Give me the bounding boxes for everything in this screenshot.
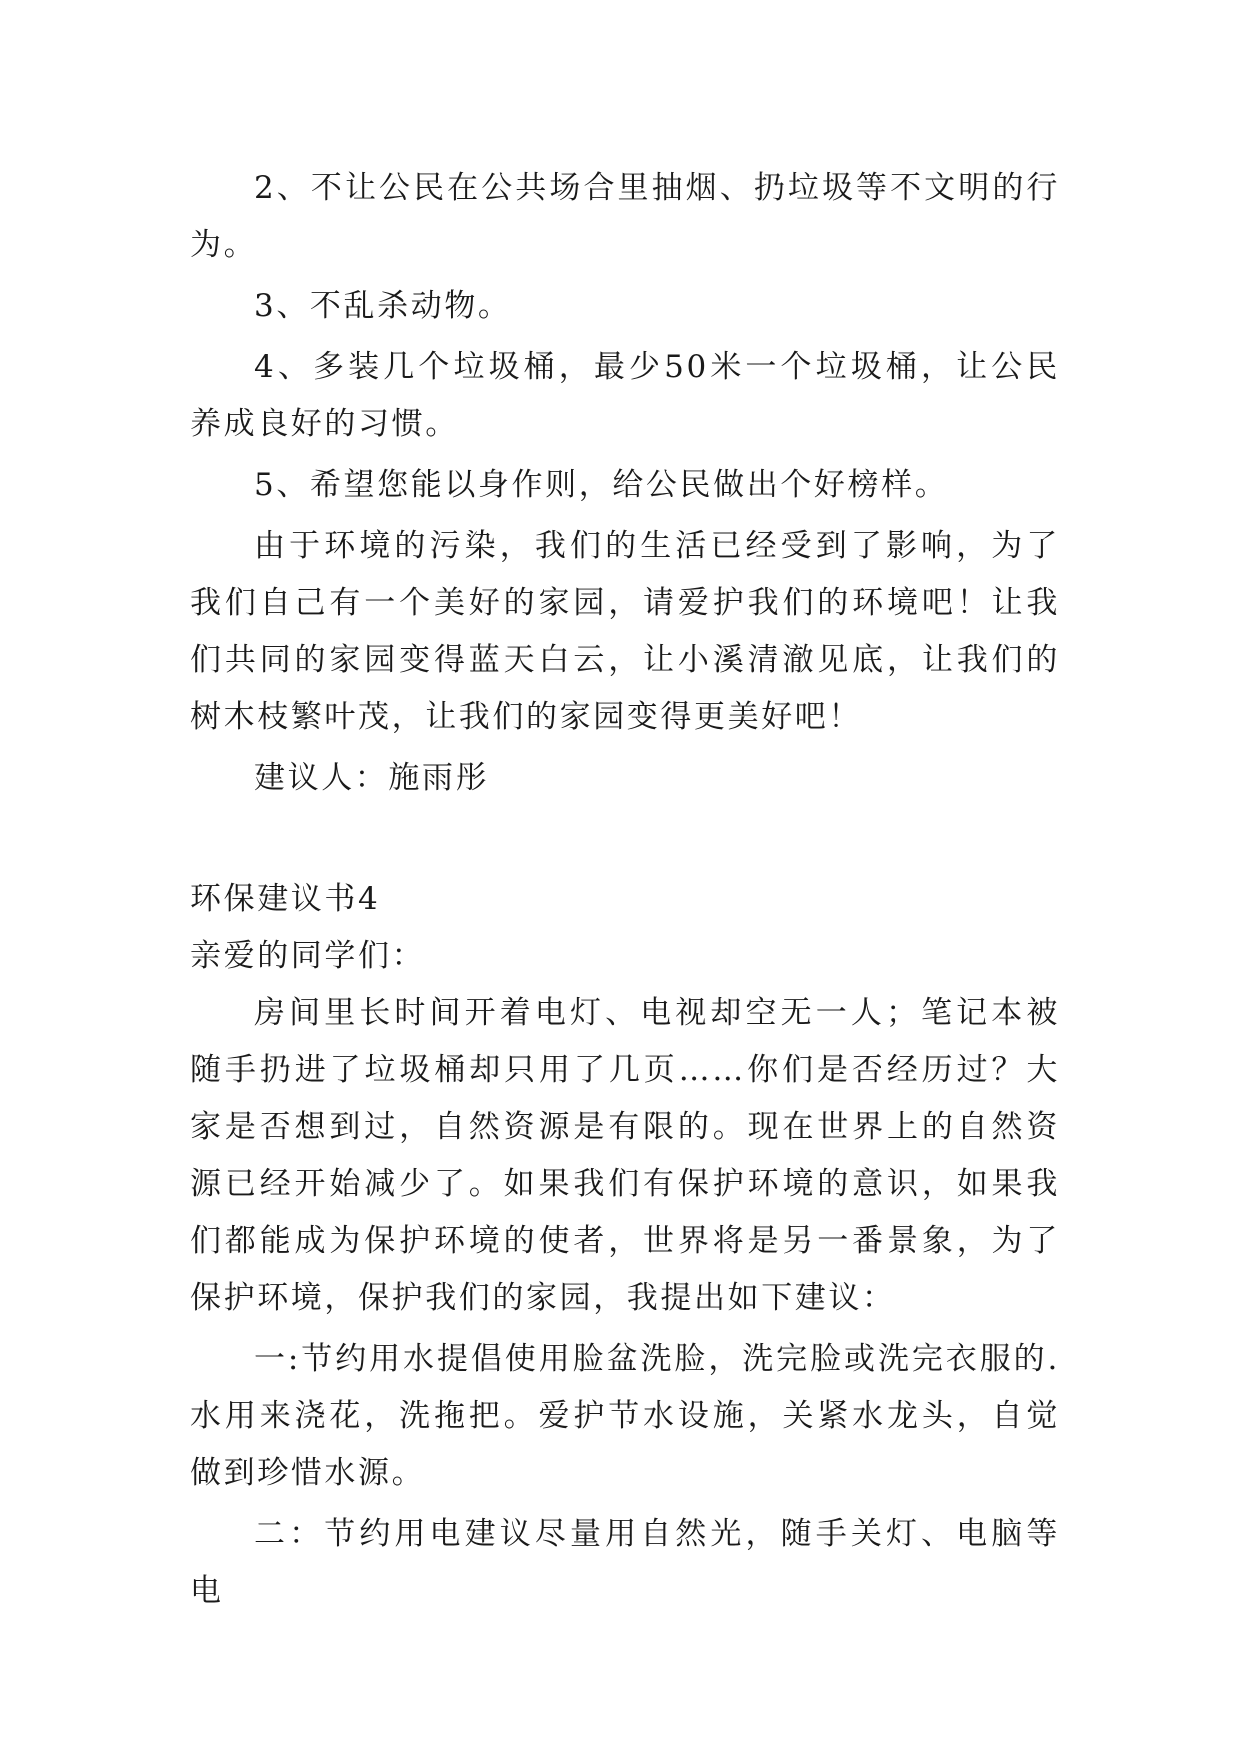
paragraph-electricity-saving: 二：节约用电建议尽量用自然光，随手关灯、电脑等电: [190, 1516, 1060, 1609]
paragraph-item-3: 3、不乱杀动物。: [254, 288, 512, 324]
paragraph-conclusion: 由于环境的污染，我们的生活已经受到了影响，为了我们自己有一个美好的家园，请爱护我们的环境吧！让我们共同的家园变得蓝天白云，让小溪清澈见底，让我们的树木枝繁叶茂，让我们的家园变得更美好吧！: [190, 528, 1060, 735]
paragraph-item-4: 4、多装几个垃圾桶，最少50米一个垃圾桶，让公民养成良好的习惯。: [190, 349, 1060, 442]
signature-line: 建议人：施雨彤: [254, 760, 490, 796]
document-page: [190, 160, 1060, 1624]
salutation: 亲爱的同学们：: [190, 938, 426, 974]
paragraph-intro: 房间里长时间开着电灯、电视却空无一人；笔记本被随手扔进了垃圾桶却只用了几页……你们是否经历过？大家是否想到过，自然资源是有限的。现在世界上的自然资源已经开始减少了。如果我们有保护环境的意识，如果我们都能成为保护环境的使者，世界将是另一番景象，为了保护环境，保护我们的家园，我提出如下建议：: [190, 995, 1060, 1316]
paragraph-item-2: 2、不让公民在公共场合里抽烟、扔垃圾等不文明的行为。: [190, 170, 1060, 263]
section-title: 环保建议书4: [190, 881, 381, 917]
paragraph-item-5: 5、希望您能以身作则，给公民做出个好榜样。: [254, 467, 949, 503]
section-spacer: [190, 811, 1060, 871]
paragraph-water-saving: 一:节约用水提倡使用脸盆洗脸，洗完脸或洗完衣服的.水用来浇花，洗拖把。爱护节水设施，关紧水龙头，自觉做到珍惜水源。: [190, 1341, 1060, 1491]
